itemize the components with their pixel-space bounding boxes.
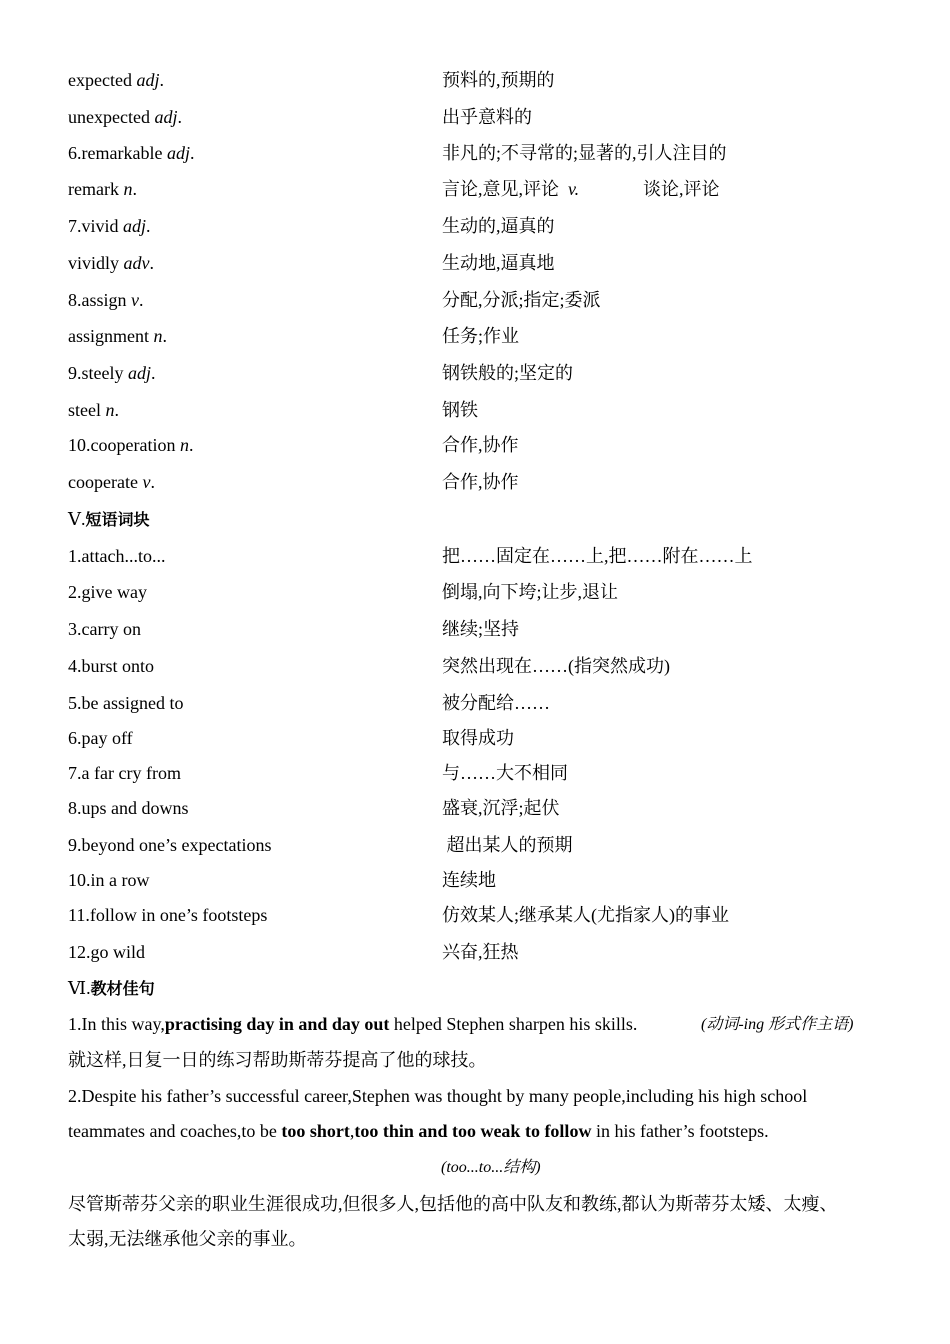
vocab-row — [68, 249, 888, 277]
sentence-2-suffix: in his father’s footsteps. — [591, 1121, 769, 1141]
sentence-1-bold: practising day in and day out — [164, 1014, 390, 1034]
phrase-row — [68, 578, 888, 606]
phrase-row — [68, 901, 888, 929]
vocab-word: 10.cooperation — [68, 435, 176, 455]
vocab-word: unexpected — [68, 107, 150, 127]
phrase-en: 4.burst onto — [68, 656, 155, 676]
sentence-2-prefix: teammates and coaches,to be — [68, 1121, 282, 1141]
vocab-row — [68, 175, 888, 203]
vocab-pos: adj — [136, 70, 160, 90]
vocab-dot: . — [159, 70, 164, 90]
vocab-dot: . — [139, 290, 144, 310]
phrase-zh: 兴奋,狂热 — [442, 942, 519, 962]
vocab-meaning: 任务;作业 — [442, 326, 520, 346]
phrase-en: 3.carry on — [68, 619, 141, 639]
vocab-pos: adj — [128, 363, 152, 383]
vocab-pos: adj — [166, 143, 190, 163]
vocab-word: 6.remarkable — [68, 143, 163, 163]
vocab-dot: . — [146, 216, 151, 236]
phrase-zh: 突然出现在……(指突然成功) — [442, 656, 670, 676]
vocab-row — [68, 139, 888, 167]
phrase-zh: 倒塌,向下垮;让步,退让 — [442, 582, 619, 602]
sentence-2-note-text: (too...to...结构) — [441, 1159, 541, 1176]
phrase-zh: 被分配给…… — [442, 693, 550, 713]
vocab-word: expected — [68, 70, 132, 90]
vocab-row — [68, 212, 888, 240]
phrase-en: 1.attach...to... — [68, 546, 166, 566]
vocab-row — [68, 431, 888, 459]
vocab-pos: n — [105, 400, 115, 420]
phrase-en: 11.follow in one’s footsteps — [68, 905, 268, 925]
vocab-meaning: 生动的,逼真的 — [442, 216, 555, 236]
vocab-meaning-2: 谈论,评论 — [643, 179, 720, 199]
phrase-zh: 与……大不相同 — [442, 763, 568, 783]
vocab-word: steel — [68, 400, 101, 420]
sentence-1 — [68, 1007, 888, 1042]
vocab-dot: . — [162, 326, 167, 346]
vocab-dot: . — [151, 363, 156, 383]
vocab-meaning: 非凡的;不寻常的;显著的,引人注目的 — [442, 143, 727, 163]
phrase-row — [68, 759, 888, 787]
section-numeral: Ⅵ. — [68, 978, 91, 998]
vocab-pos: adj — [123, 216, 147, 236]
sentence-1-note: (动词-ing 形式作主语) — [701, 1016, 854, 1033]
vocab-meaning: 分配,分派;指定;委派 — [442, 290, 601, 310]
vocab-word: vividly — [68, 253, 120, 273]
phrase-zh: 盛衰,沉浮;起伏 — [442, 798, 560, 818]
phrase-zh: 把……固定在……上,把……附在……上 — [442, 546, 753, 566]
sentence-1-prefix: 1.In this way, — [68, 1014, 165, 1034]
phrase-en: 6.pay off — [68, 728, 133, 748]
section-title: 短语词块 — [85, 510, 150, 529]
vocab-word: assignment — [68, 326, 149, 346]
vocab-word: 7.vivid — [68, 216, 119, 236]
vocab-row — [68, 468, 888, 496]
phrase-en: 5.be assigned to — [68, 693, 184, 713]
vocab-row — [68, 359, 888, 387]
vocab-pos: adv — [123, 253, 150, 273]
vocab-pos: n — [153, 326, 163, 346]
vocab-row — [68, 103, 888, 131]
phrase-row — [68, 866, 888, 894]
vocab-dot: . — [188, 435, 194, 455]
phrase-row — [68, 689, 888, 717]
vocab-dot: . — [189, 143, 195, 163]
sentence-2-line-1: 2.Despite his father’s successful career,Stephen was thought by many people,including his high school — [68, 1086, 808, 1106]
sentence-2-translation-1: 尽管斯蒂芬父亲的职业生涯很成功,但很多人,包括他的高中队友和教练,都认为斯蒂芬太矮、太瘦、 — [68, 1194, 838, 1214]
vocab-dot: . — [149, 253, 155, 273]
vocab-dot: . — [132, 179, 137, 199]
phrase-row — [68, 542, 888, 570]
vocab-row — [68, 66, 888, 94]
phrase-zh: 超出某人的预期 — [442, 835, 573, 855]
vocab-pos: v — [131, 290, 139, 310]
vocab-meaning: 钢铁 — [442, 400, 478, 420]
vocab-word: cooperate — [68, 472, 138, 492]
sentence-1-translation: 就这样,日复一日的练习帮助斯蒂芬提高了他的球技。 — [68, 1050, 487, 1070]
phrase-row — [68, 938, 888, 966]
phrase-en: 12.go wild — [68, 942, 146, 962]
vocab-meaning: 出乎意料的 — [442, 107, 532, 127]
phrase-zh: 继续;坚持 — [442, 619, 520, 639]
sentence-2-line-2 — [68, 1114, 888, 1149]
vocab-meaning: 钢铁般的;坚定的 — [442, 363, 574, 383]
phrase-en: 8.ups and downs — [68, 798, 189, 818]
section-heading-phrases — [68, 505, 150, 533]
vocab-word: 9.steely — [68, 363, 124, 383]
vocab-dot: . — [114, 400, 119, 420]
vocab-row — [68, 322, 888, 350]
vocab-pos-2: v. — [568, 179, 580, 199]
sentence-1-suffix: helped Stephen sharpen his skills. — [389, 1014, 638, 1034]
phrase-row — [68, 794, 888, 822]
phrase-zh: 仿效某人;继承某人(尤指家人)的事业 — [442, 905, 729, 925]
vocab-meaning: 合作,协作 — [442, 435, 519, 455]
vocab-meaning: 言论,意见,评论 — [442, 179, 559, 199]
phrase-en: 10.in a row — [68, 870, 150, 890]
sentence-2-bold-2: too thin and too weak to follow — [354, 1121, 592, 1141]
sentence-2-translation-2: 太弱,无法继承他父亲的事业。 — [68, 1229, 307, 1249]
vocab-meaning: 预料的,预期的 — [442, 70, 555, 90]
vocab-meaning: 合作,协作 — [442, 472, 519, 492]
sentence-2-bold-1: too short — [281, 1121, 350, 1141]
phrase-zh: 取得成功 — [442, 728, 514, 748]
vocab-dot: . — [177, 107, 182, 127]
phrase-row — [68, 724, 888, 752]
vocab-word: 8.assign — [68, 290, 127, 310]
vocab-meaning: 生动地,逼真地 — [442, 253, 555, 273]
vocab-pos: n — [123, 179, 133, 199]
vocab-row — [68, 396, 888, 424]
section-numeral: Ⅴ. — [68, 509, 86, 529]
vocab-word: remark — [68, 179, 119, 199]
phrase-en: 9.beyond one’s expectations — [68, 835, 272, 855]
sentence-2-comma: , — [349, 1121, 355, 1141]
phrase-row — [68, 615, 888, 643]
section-heading-sentences — [68, 974, 155, 1002]
phrase-row — [68, 652, 888, 680]
section-title: 教材佳句 — [90, 979, 155, 998]
sentence-2-note — [441, 1149, 541, 1185]
phrase-zh: 连续地 — [442, 870, 496, 890]
vocab-pos: adj — [154, 107, 178, 127]
vocab-row — [68, 286, 888, 314]
vocab-pos: n — [179, 435, 189, 455]
phrase-en: 7.a far cry from — [68, 763, 181, 783]
vocab-pos: v — [142, 472, 151, 492]
phrase-en: 2.give way — [68, 582, 147, 602]
vocab-dot: . — [150, 472, 155, 492]
phrase-row — [68, 831, 888, 859]
